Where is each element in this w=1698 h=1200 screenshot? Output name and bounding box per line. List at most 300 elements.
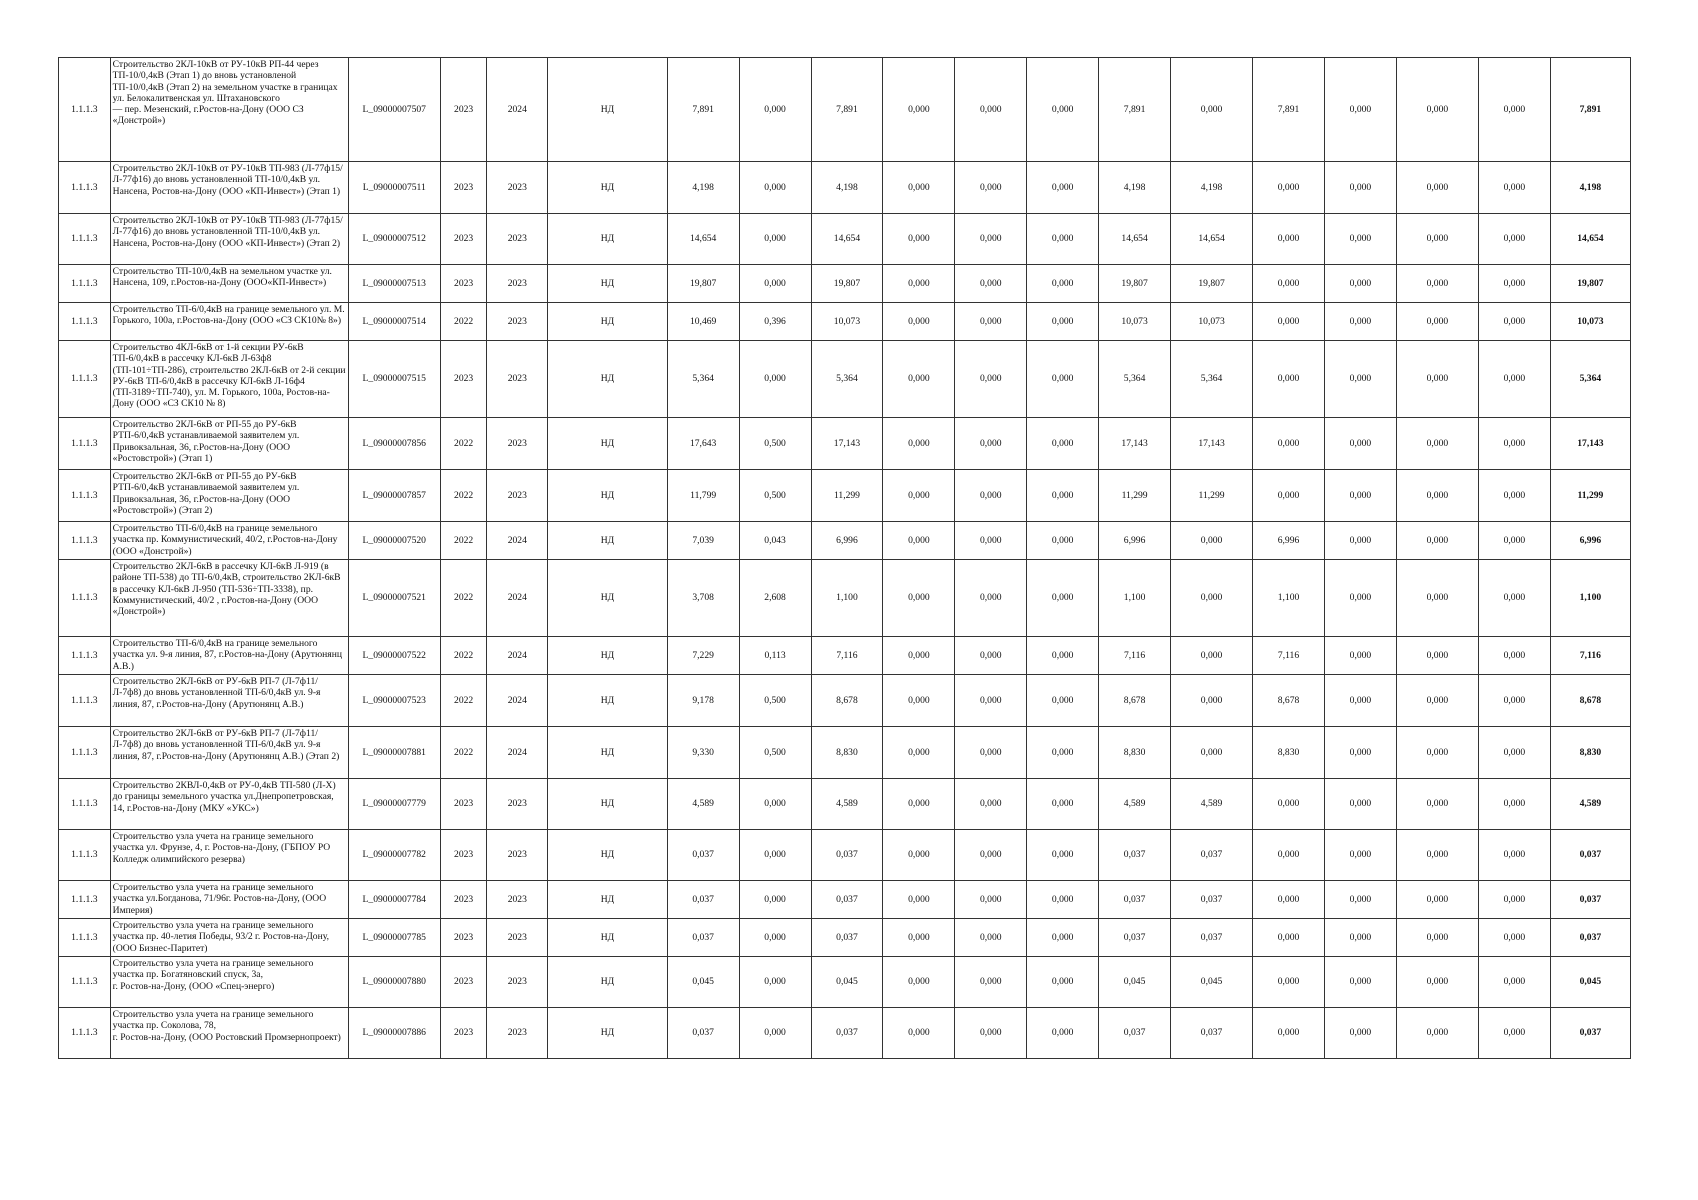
row-value-7: 0,037 (1099, 830, 1171, 881)
row-value-11: 0,000 (1396, 881, 1478, 919)
row-project-code: L_09000007523 (348, 675, 440, 727)
row-value-10: 0,000 (1324, 779, 1396, 830)
row-value-2: 2,608 (739, 560, 811, 637)
row-value-12: 0,000 (1478, 675, 1550, 727)
row-value-1: 5,364 (667, 341, 739, 418)
row-total: 4,198 (1550, 162, 1630, 214)
row-value-3: 8,830 (811, 727, 883, 779)
table-row (59, 957, 1631, 1008)
row-number: 1.1.1.3 (59, 830, 111, 881)
row-value-1: 7,229 (667, 637, 739, 675)
row-value-1: 19,807 (667, 265, 739, 303)
table-row (59, 779, 1631, 830)
row-value-10: 0,000 (1324, 1008, 1396, 1059)
row-total: 0,037 (1550, 1008, 1630, 1059)
row-value-2: 0,000 (739, 957, 811, 1008)
row-status: НД (548, 418, 668, 470)
row-value-10: 0,000 (1324, 637, 1396, 675)
row-status: НД (548, 919, 668, 957)
row-value-1: 11,799 (667, 470, 739, 522)
row-start-year: 2023 (440, 265, 487, 303)
row-end-year: 2024 (487, 675, 548, 727)
row-description: Строительство ТП-10/0,4кВ на земельном участке ул. Нансена, 109, г.Ростов-на-Дону (ООО«КП-Инвест») (110, 265, 348, 303)
row-start-year: 2023 (440, 779, 487, 830)
row-value-9: 0,000 (1253, 418, 1325, 470)
row-value-1: 14,654 (667, 214, 739, 265)
row-description: Строительство 2КЛ-10кВ от РУ-10кВ ТП-983 (Л-77ф15/Л-77ф16) до вновь установленной ТП-10/0,4кВ ул. Нансена, Ростов-на-Дону (ООО «КП-Инвест») (Этап 1) (110, 162, 348, 214)
row-end-year: 2023 (487, 265, 548, 303)
table-row (59, 727, 1631, 779)
row-end-year: 2023 (487, 162, 548, 214)
row-total: 0,037 (1550, 830, 1630, 881)
row-value-9: 0,000 (1253, 779, 1325, 830)
row-value-5: 0,000 (955, 303, 1027, 341)
row-value-5: 0,000 (955, 727, 1027, 779)
row-value-8: 4,198 (1171, 162, 1253, 214)
row-value-11: 0,000 (1396, 779, 1478, 830)
row-end-year: 2023 (487, 303, 548, 341)
row-description: Строительство 4КЛ-6кВ от 1-й секции РУ-6кВ ТП-6/0,4кВ в рассечку КЛ-6кВ Л-63ф8 (ТП-101÷ТП-286), строительство 2КЛ-6кВ от 2-й секции РУ-6кВ ТП-6/0,4кВ в рассечку КЛ-6кВ Л-16ф4 (ТП-3189÷ТП-740), ул. М. Горького, 100а, Ростов-на-Дону (ООО «СЗ СК10 № 8) (110, 341, 348, 418)
row-value-8: 17,143 (1171, 418, 1253, 470)
row-total: 7,891 (1550, 58, 1630, 162)
row-end-year: 2023 (487, 470, 548, 522)
row-value-3: 10,073 (811, 303, 883, 341)
row-value-5: 0,000 (955, 470, 1027, 522)
row-value-2: 0,000 (739, 162, 811, 214)
row-value-5: 0,000 (955, 1008, 1027, 1059)
row-project-code: L_09000007513 (348, 265, 440, 303)
row-value-8: 0,000 (1171, 675, 1253, 727)
row-description: Строительство 2КЛ-6кВ от РУ-6кВ РП-7 (Л-7ф11/Л-7ф8) до вновь установленной ТП-6/0,4кВ ул. 9-я линия, 87, г.Ростов-на-Дону (Арутюнянц А.В.) (110, 675, 348, 727)
row-description: Строительство 2КЛ-6кВ от РП-55 до РУ-6кВ РТП-6/0,4кВ устанавливаемой заявителем ул. Привокзальная, 36, г.Ростов-на-Дону (ООО «Ростовстрой») (Этап 2) (110, 470, 348, 522)
row-value-4: 0,000 (883, 637, 955, 675)
row-value-12: 0,000 (1478, 58, 1550, 162)
row-value-11: 0,000 (1396, 675, 1478, 727)
row-value-7: 8,830 (1099, 727, 1171, 779)
row-value-8: 0,037 (1171, 881, 1253, 919)
row-project-code: L_09000007856 (348, 418, 440, 470)
row-value-7: 0,037 (1099, 919, 1171, 957)
row-value-6: 0,000 (1027, 58, 1099, 162)
row-value-3: 11,299 (811, 470, 883, 522)
row-value-5: 0,000 (955, 881, 1027, 919)
row-value-6: 0,000 (1027, 779, 1099, 830)
table-row (59, 1008, 1631, 1059)
row-value-7: 5,364 (1099, 341, 1171, 418)
row-value-3: 0,037 (811, 1008, 883, 1059)
row-value-2: 0,000 (739, 341, 811, 418)
table-row (59, 303, 1631, 341)
row-value-1: 10,469 (667, 303, 739, 341)
row-start-year: 2022 (440, 470, 487, 522)
row-value-11: 0,000 (1396, 214, 1478, 265)
row-start-year: 2023 (440, 162, 487, 214)
row-value-6: 0,000 (1027, 957, 1099, 1008)
row-value-3: 19,807 (811, 265, 883, 303)
row-value-11: 0,000 (1396, 303, 1478, 341)
row-value-12: 0,000 (1478, 919, 1550, 957)
row-start-year: 2022 (440, 675, 487, 727)
row-value-1: 0,037 (667, 830, 739, 881)
row-value-5: 0,000 (955, 265, 1027, 303)
row-total: 4,589 (1550, 779, 1630, 830)
row-value-8: 0,037 (1171, 830, 1253, 881)
row-value-4: 0,000 (883, 418, 955, 470)
table-row (59, 560, 1631, 637)
row-value-6: 0,000 (1027, 727, 1099, 779)
row-project-code: L_09000007515 (348, 341, 440, 418)
row-value-6: 0,000 (1027, 265, 1099, 303)
row-value-12: 0,000 (1478, 470, 1550, 522)
row-description: Строительство узла учета на границе земельного участка пр. Богатяновский спуск, 3а, г. Ростов-на-Дону, (ООО «Спец-энерго) (110, 957, 348, 1008)
row-value-1: 9,178 (667, 675, 739, 727)
row-value-12: 0,000 (1478, 830, 1550, 881)
row-value-3: 7,891 (811, 58, 883, 162)
row-value-11: 0,000 (1396, 58, 1478, 162)
row-value-4: 0,000 (883, 727, 955, 779)
row-value-2: 0,000 (739, 779, 811, 830)
row-value-11: 0,000 (1396, 162, 1478, 214)
row-end-year: 2023 (487, 830, 548, 881)
row-value-9: 7,891 (1253, 58, 1325, 162)
row-value-3: 0,037 (811, 830, 883, 881)
row-end-year: 2023 (487, 779, 548, 830)
row-status: НД (548, 957, 668, 1008)
row-value-8: 0,000 (1171, 727, 1253, 779)
row-description: Строительство ТП-6/0,4кВ на границе земельного ул. М. Горького, 100а, г.Ростов-на-Дону (ООО «СЗ СК10№ 8») (110, 303, 348, 341)
row-value-8: 10,073 (1171, 303, 1253, 341)
row-value-9: 7,116 (1253, 637, 1325, 675)
row-end-year: 2023 (487, 1008, 548, 1059)
row-value-10: 0,000 (1324, 303, 1396, 341)
row-value-1: 3,708 (667, 560, 739, 637)
row-number: 1.1.1.3 (59, 265, 111, 303)
row-value-4: 0,000 (883, 341, 955, 418)
row-value-4: 0,000 (883, 214, 955, 265)
row-value-7: 7,116 (1099, 637, 1171, 675)
row-project-code: L_09000007886 (348, 1008, 440, 1059)
investment-table (58, 57, 1631, 1059)
row-value-2: 0,000 (739, 1008, 811, 1059)
row-value-11: 0,000 (1396, 957, 1478, 1008)
row-project-code: L_09000007785 (348, 919, 440, 957)
row-value-2: 0,000 (739, 881, 811, 919)
row-number: 1.1.1.3 (59, 214, 111, 265)
row-value-2: 0,113 (739, 637, 811, 675)
row-description: Строительство узла учета на границе земельного участка ул.Богданова, 71/96г. Ростов-на-Дону, (ООО Империя) (110, 881, 348, 919)
row-value-3: 0,037 (811, 881, 883, 919)
row-description: Строительство 2КВЛ-0,4кВ от РУ-0,4кВ ТП-580 (Л-X) до границы земельного участка ул.Днепропетровская, 14, г.Ростов-на-Дону (МКУ «УКС») (110, 779, 348, 830)
row-number: 1.1.1.3 (59, 162, 111, 214)
row-value-9: 0,000 (1253, 303, 1325, 341)
row-value-6: 0,000 (1027, 341, 1099, 418)
row-value-1: 17,643 (667, 418, 739, 470)
row-description: Строительство узла учета на границе земельного участка пр. Соколова, 78, г. Ростов-на-Дону, (ООО Ростовский Промзернопроект) (110, 1008, 348, 1059)
row-value-6: 0,000 (1027, 1008, 1099, 1059)
row-value-3: 8,678 (811, 675, 883, 727)
row-value-12: 0,000 (1478, 957, 1550, 1008)
row-number: 1.1.1.3 (59, 418, 111, 470)
row-number: 1.1.1.3 (59, 779, 111, 830)
row-value-11: 0,000 (1396, 560, 1478, 637)
row-value-6: 0,000 (1027, 675, 1099, 727)
row-value-8: 11,299 (1171, 470, 1253, 522)
row-value-2: 0,000 (739, 919, 811, 957)
row-value-5: 0,000 (955, 919, 1027, 957)
row-status: НД (548, 560, 668, 637)
row-value-10: 0,000 (1324, 919, 1396, 957)
row-status: НД (548, 727, 668, 779)
row-value-1: 9,330 (667, 727, 739, 779)
row-value-10: 0,000 (1324, 522, 1396, 560)
table-row (59, 214, 1631, 265)
row-value-11: 0,000 (1396, 830, 1478, 881)
row-end-year: 2024 (487, 522, 548, 560)
row-status: НД (548, 162, 668, 214)
row-value-3: 4,198 (811, 162, 883, 214)
row-value-2: 0,043 (739, 522, 811, 560)
row-number: 1.1.1.3 (59, 919, 111, 957)
row-number: 1.1.1.3 (59, 1008, 111, 1059)
row-value-12: 0,000 (1478, 779, 1550, 830)
row-project-code: L_09000007520 (348, 522, 440, 560)
row-total: 0,037 (1550, 881, 1630, 919)
row-value-8: 5,364 (1171, 341, 1253, 418)
row-value-7: 0,037 (1099, 1008, 1171, 1059)
row-status: НД (548, 637, 668, 675)
row-start-year: 2022 (440, 418, 487, 470)
row-value-7: 1,100 (1099, 560, 1171, 637)
row-end-year: 2024 (487, 560, 548, 637)
row-status: НД (548, 881, 668, 919)
row-value-12: 0,000 (1478, 214, 1550, 265)
row-project-code: L_09000007782 (348, 830, 440, 881)
row-value-9: 0,000 (1253, 470, 1325, 522)
row-value-3: 17,143 (811, 418, 883, 470)
row-value-11: 0,000 (1396, 522, 1478, 560)
row-project-code: L_09000007881 (348, 727, 440, 779)
row-value-12: 0,000 (1478, 303, 1550, 341)
row-value-10: 0,000 (1324, 727, 1396, 779)
row-value-12: 0,000 (1478, 341, 1550, 418)
row-value-8: 0,000 (1171, 522, 1253, 560)
row-status: НД (548, 470, 668, 522)
row-end-year: 2023 (487, 881, 548, 919)
row-project-code: L_09000007512 (348, 214, 440, 265)
row-description: Строительство ТП-6/0,4кВ на границе земельного участка ул. 9-я линия, 87, г.Ростов-на-Дону (Арутюнянц А.В.) (110, 637, 348, 675)
table-row (59, 341, 1631, 418)
row-value-12: 0,000 (1478, 727, 1550, 779)
row-value-5: 0,000 (955, 214, 1027, 265)
row-end-year: 2023 (487, 341, 548, 418)
row-project-code: L_09000007514 (348, 303, 440, 341)
row-value-12: 0,000 (1478, 265, 1550, 303)
row-value-10: 0,000 (1324, 675, 1396, 727)
row-value-5: 0,000 (955, 830, 1027, 881)
row-value-1: 0,037 (667, 919, 739, 957)
row-value-8: 14,654 (1171, 214, 1253, 265)
row-start-year: 2022 (440, 637, 487, 675)
row-value-3: 7,116 (811, 637, 883, 675)
row-value-6: 0,000 (1027, 881, 1099, 919)
row-value-9: 0,000 (1253, 265, 1325, 303)
row-project-code: L_09000007784 (348, 881, 440, 919)
row-value-6: 0,000 (1027, 162, 1099, 214)
row-value-1: 7,039 (667, 522, 739, 560)
table-row (59, 881, 1631, 919)
row-project-code: L_09000007511 (348, 162, 440, 214)
row-value-4: 0,000 (883, 1008, 955, 1059)
row-number: 1.1.1.3 (59, 637, 111, 675)
row-start-year: 2022 (440, 560, 487, 637)
row-value-3: 6,996 (811, 522, 883, 560)
row-value-3: 1,100 (811, 560, 883, 637)
row-project-code: L_09000007779 (348, 779, 440, 830)
row-value-4: 0,000 (883, 303, 955, 341)
row-value-6: 0,000 (1027, 637, 1099, 675)
row-status: НД (548, 1008, 668, 1059)
row-value-11: 0,000 (1396, 727, 1478, 779)
row-value-8: 0,037 (1171, 1008, 1253, 1059)
row-description: Строительство ТП-6/0,4кВ на границе земельного участка пр. Коммунистический, 40/2, г.Ростов-на-Дону (ООО «Донстрой») (110, 522, 348, 560)
row-value-4: 0,000 (883, 522, 955, 560)
row-value-4: 0,000 (883, 881, 955, 919)
row-end-year: 2023 (487, 418, 548, 470)
row-value-10: 0,000 (1324, 214, 1396, 265)
row-value-11: 0,000 (1396, 470, 1478, 522)
row-value-7: 7,891 (1099, 58, 1171, 162)
row-value-4: 0,000 (883, 675, 955, 727)
row-value-3: 14,654 (811, 214, 883, 265)
row-value-2: 0,500 (739, 675, 811, 727)
row-end-year: 2024 (487, 58, 548, 162)
row-value-9: 8,678 (1253, 675, 1325, 727)
row-value-11: 0,000 (1396, 1008, 1478, 1059)
row-value-5: 0,000 (955, 418, 1027, 470)
row-value-5: 0,000 (955, 162, 1027, 214)
row-value-2: 0,000 (739, 830, 811, 881)
row-value-2: 0,500 (739, 470, 811, 522)
row-value-5: 0,000 (955, 560, 1027, 637)
table-row (59, 830, 1631, 881)
row-value-5: 0,000 (955, 522, 1027, 560)
row-value-8: 0,000 (1171, 58, 1253, 162)
row-value-7: 17,143 (1099, 418, 1171, 470)
row-project-code: L_09000007521 (348, 560, 440, 637)
row-total: 1,100 (1550, 560, 1630, 637)
row-start-year: 2023 (440, 1008, 487, 1059)
row-value-4: 0,000 (883, 470, 955, 522)
row-start-year: 2023 (440, 58, 487, 162)
row-value-7: 4,198 (1099, 162, 1171, 214)
row-status: НД (548, 675, 668, 727)
row-value-4: 0,000 (883, 58, 955, 162)
row-value-11: 0,000 (1396, 341, 1478, 418)
row-value-7: 0,045 (1099, 957, 1171, 1008)
row-value-8: 0,000 (1171, 637, 1253, 675)
row-value-7: 10,073 (1099, 303, 1171, 341)
row-project-code: L_09000007522 (348, 637, 440, 675)
row-value-8: 0,045 (1171, 957, 1253, 1008)
row-value-4: 0,000 (883, 162, 955, 214)
row-value-4: 0,000 (883, 779, 955, 830)
table-row (59, 418, 1631, 470)
row-value-7: 19,807 (1099, 265, 1171, 303)
row-value-10: 0,000 (1324, 830, 1396, 881)
row-project-code: L_09000007507 (348, 58, 440, 162)
row-value-2: 0,500 (739, 418, 811, 470)
row-value-3: 0,045 (811, 957, 883, 1008)
row-value-12: 0,000 (1478, 1008, 1550, 1059)
row-value-7: 14,654 (1099, 214, 1171, 265)
row-project-code: L_09000007880 (348, 957, 440, 1008)
row-value-8: 19,807 (1171, 265, 1253, 303)
row-value-2: 0,500 (739, 727, 811, 779)
row-value-10: 0,000 (1324, 162, 1396, 214)
row-value-8: 0,000 (1171, 560, 1253, 637)
row-value-2: 0,000 (739, 265, 811, 303)
row-value-4: 0,000 (883, 265, 955, 303)
row-number: 1.1.1.3 (59, 58, 111, 162)
row-total: 0,037 (1550, 919, 1630, 957)
row-status: НД (548, 265, 668, 303)
row-value-1: 0,045 (667, 957, 739, 1008)
row-value-11: 0,000 (1396, 418, 1478, 470)
table-row (59, 58, 1631, 162)
row-value-1: 4,198 (667, 162, 739, 214)
row-value-4: 0,000 (883, 957, 955, 1008)
row-description: Строительство 2КЛ-6кВ в рассечку КЛ-6кВ Л-919 (в районе ТП-538) до ТП-6/0,4кВ, строительство 2КЛ-6кВ в рассечку КЛ-6кВ Л-950 (ТП-536÷ТП-3338), пр. Коммунистический, 40/2 , г.Ростов-на-Дону (ООО «Донстрой») (110, 560, 348, 637)
row-status: НД (548, 214, 668, 265)
row-value-5: 0,000 (955, 341, 1027, 418)
row-value-4: 0,000 (883, 560, 955, 637)
row-status: НД (548, 303, 668, 341)
row-value-7: 11,299 (1099, 470, 1171, 522)
row-total: 14,654 (1550, 214, 1630, 265)
row-total: 11,299 (1550, 470, 1630, 522)
row-value-4: 0,000 (883, 830, 955, 881)
row-start-year: 2023 (440, 919, 487, 957)
row-value-6: 0,000 (1027, 560, 1099, 637)
row-value-12: 0,000 (1478, 418, 1550, 470)
row-end-year: 2024 (487, 727, 548, 779)
row-number: 1.1.1.3 (59, 303, 111, 341)
row-value-9: 0,000 (1253, 957, 1325, 1008)
row-start-year: 2023 (440, 881, 487, 919)
row-number: 1.1.1.3 (59, 881, 111, 919)
row-description: Строительство 2КЛ-6кВ от РП-55 до РУ-6кВ РТП-6/0,4кВ устанавливаемой заявителем ул. Привокзальная, 36, г.Ростов-на-Дону (ООО «Ростовстрой») (Этап 1) (110, 418, 348, 470)
row-value-12: 0,000 (1478, 522, 1550, 560)
row-number: 1.1.1.3 (59, 675, 111, 727)
row-value-9: 0,000 (1253, 919, 1325, 957)
row-number: 1.1.1.3 (59, 341, 111, 418)
row-value-10: 0,000 (1324, 418, 1396, 470)
row-status: НД (548, 779, 668, 830)
row-value-6: 0,000 (1027, 830, 1099, 881)
row-total: 8,678 (1550, 675, 1630, 727)
row-number: 1.1.1.3 (59, 957, 111, 1008)
row-value-11: 0,000 (1396, 637, 1478, 675)
row-start-year: 2023 (440, 957, 487, 1008)
row-value-6: 0,000 (1027, 214, 1099, 265)
row-end-year: 2023 (487, 214, 548, 265)
row-end-year: 2023 (487, 957, 548, 1008)
row-start-year: 2022 (440, 303, 487, 341)
row-value-9: 0,000 (1253, 162, 1325, 214)
row-value-3: 4,589 (811, 779, 883, 830)
row-start-year: 2023 (440, 341, 487, 418)
row-value-5: 0,000 (955, 58, 1027, 162)
